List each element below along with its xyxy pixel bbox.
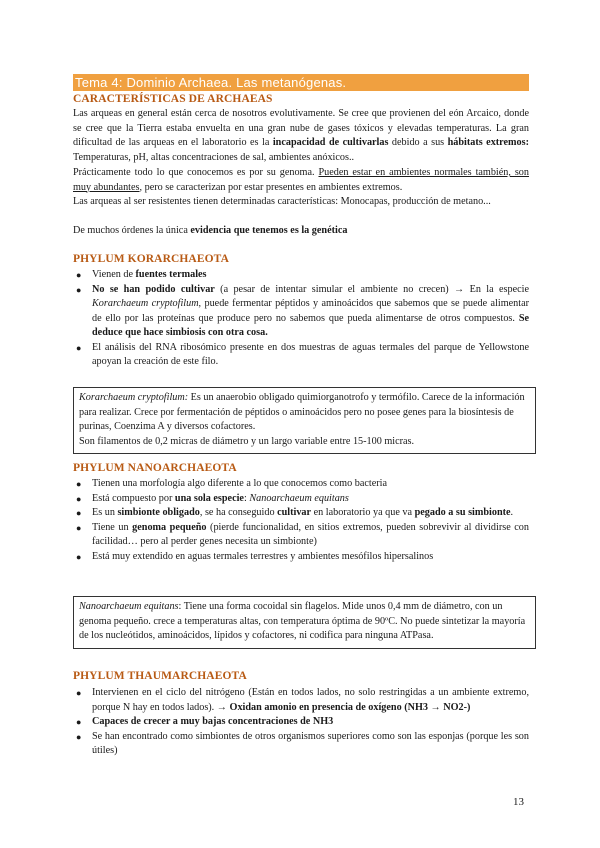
korarchaeum-info-box: Korarchaeum cryptofilum: Es un anaerobio obligado quimiorganotrofo y termófilo. Carece de la información para realizar. Crece por fermentación de péptidos o aminoácidos pero no posee genes para la biosíntesis de purinas, Coenzima A y diversos cofactores. Son filamentos de 0,2 micras de diámetro y un largo variable entre 15-100 micras.	[73, 387, 536, 454]
topic-title: Tema 4: Dominio Archaea. Las metanógenas.	[75, 75, 347, 90]
list-item: ● Está muy extendido en aguas termales terrestres y ambientes mesófilos hipersalinos	[73, 550, 529, 565]
bullet-icon: ●	[76, 342, 82, 353]
bullet-icon: ●	[76, 270, 82, 280]
list-item: ● Se han encontrado como simbiontes de otros organismos superiores como son las esponjas (porque les son útiles)	[76, 730, 529, 756]
bullet-icon: ●	[76, 551, 82, 562]
list-item: ● Vienen de fuentes termales	[73, 268, 529, 283]
bullet-icon: ●	[76, 688, 82, 698]
paragraph-evidence: De muchos órdenes la única evidencia que tenemos es la genética	[73, 225, 348, 236]
bullet-icon: ●	[76, 731, 82, 742]
bullet-icon: ●	[76, 284, 82, 295]
paragraph-genome: Prácticamente todo lo que conocemos es por su genoma. Pueden estar en ambientes normales también, son muy abundantes, pero se caracterizan por estar presentes en ambientes extremos.	[73, 167, 529, 193]
section-heading-archaeas: CARACTERÍSTICAS DE ARCHAEAS	[73, 93, 273, 105]
bullet-icon: ●	[76, 522, 82, 533]
list-item: ● Está compuesto por una sola especie: Nanoarchaeum equitans	[73, 492, 529, 507]
bullet-icon: ●	[76, 717, 82, 727]
list-item: ● Tienen una morfología algo diferente a lo que conocemos como bacteria	[73, 477, 529, 492]
korarchaeota-list	[73, 268, 529, 370]
nanoarchaeota-list	[73, 477, 529, 564]
paragraph-intro: Las arqueas en general están cerca de nosotros evolutivamente. Se cree que provienen del eón Arcaico, donde se cree que la Tierra estaba envuelta en una gran nube de gases tóxicos y elevadas temperaturas. La gran dificultad de las arqueas en el laboratorio es la incapacidad de cultivarlas debido a sus hábitats extremos: Temperaturas, pH, altas concentraciones de sal, ambientes anóxicos..	[73, 108, 529, 163]
list-item: ● Es un simbionte obligado, se ha conseguido cultivar en laboratorio ya que va pegado a su simbionte.	[73, 506, 529, 521]
section-heading-thaumarchaeota: PHYLUM THAUMARCHAEOTA	[73, 670, 247, 682]
section-heading-nanoarchaeota: PHYLUM NANOARCHAEOTA	[73, 462, 237, 474]
bullet-icon: ●	[76, 479, 82, 489]
bullet-icon: ●	[76, 508, 82, 518]
topic-title-bar	[73, 74, 529, 91]
list-item: ● Capaces de crecer a muy bajas concentraciones de NH3	[73, 715, 529, 730]
nanoarchaeum-info-box: Nanoarchaeum equitans: Tiene una forma cocoidal sin flagelos. Mide unos 0,4 mm de diámetro, con un genoma pequeño. crece a temperaturas altas, con temperatura óptima de 90ºC. No puede sintetizar la mayoría de los nucleótidos, aminoácidos, lípidos y cofactores, ni codifica para ninguna ATPasa.	[73, 596, 536, 649]
bullet-icon: ●	[76, 493, 82, 504]
paragraph-characteristics: Las arqueas al ser resistentes tienen determinadas características: Monocapas, producción de metano...	[73, 196, 491, 207]
section-heading-korarchaeota: PHYLUM KORARCHAEOTA	[73, 253, 229, 265]
page-number: 13	[513, 796, 524, 808]
thaumarchaeota-list	[73, 686, 529, 759]
list-item: ● El análisis del RNA ribosómico presente en dos muestras de aguas termales del parque de Yellowstone apoyan la creación de este filo.	[76, 341, 529, 367]
list-item: ● Tiene un genoma pequeño (pierde funcionalidad, en sitios extremos, pueden sobrevivir al dividirse con facilidad… pero al perder genes necesita un simbionte)	[76, 521, 529, 547]
list-item: ● No se han podido cultivar (a pesar de intentar simular el ambiente no crecen) → En la especie Korarchaeum cryptofilum, puede fermentar péptidos y aminoácidos que sabemos que se puede alimentar de ello por las proteínas que produce pero no sabemos que pueda alimentarse de otros compuestos. Se deduce que hace simbiosis con otra cosa.	[76, 283, 529, 338]
list-item: ● Intervienen en el ciclo del nitrógeno (Están en todos lados, no solo restringidas a un ambiente extremo, porque N hay en todos lados). → Oxidan amonio en presencia de oxígeno (NH3 → NO2-)	[76, 687, 529, 713]
